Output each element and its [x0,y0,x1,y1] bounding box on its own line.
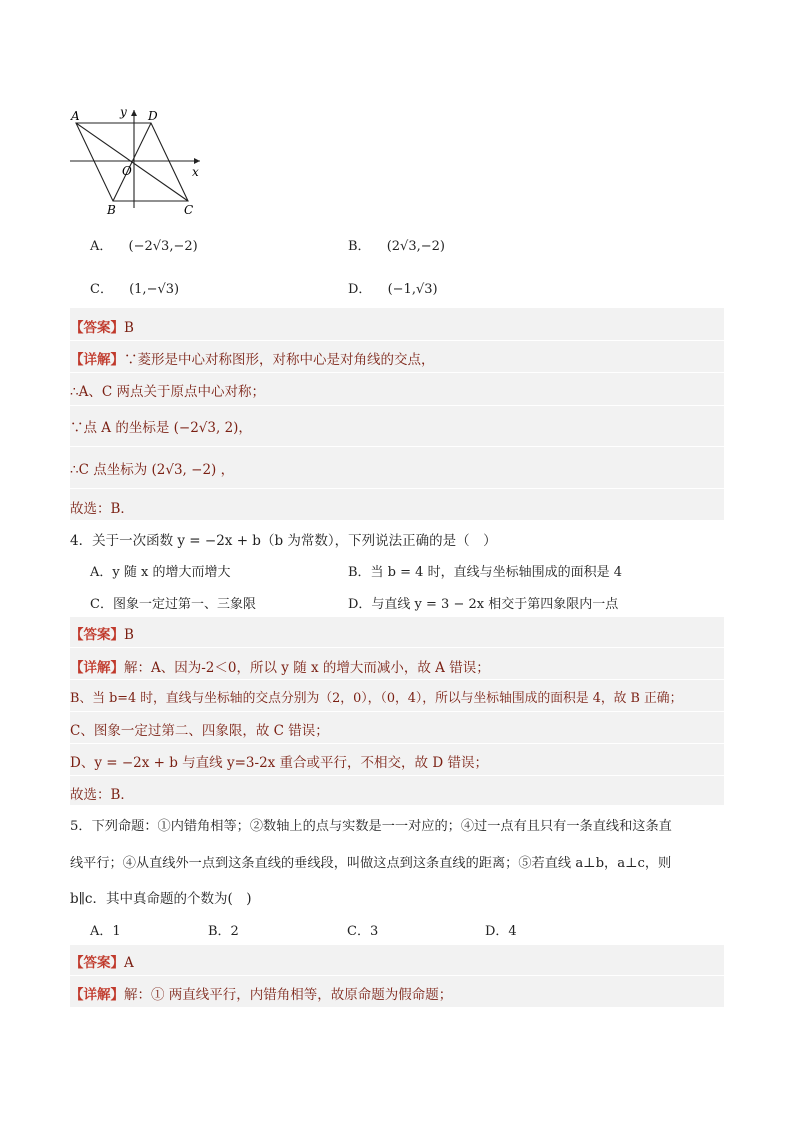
q4-detail-line-4: D、y = −2x + b 与直线 y=3-2x 重合或平行，不相交，故 D 错误； [70,755,488,771]
q3-option-d [348,278,438,297]
label-x: x [192,165,199,179]
separator [70,679,724,680]
q3-option-a-value: (−2√3,−2) [128,239,198,254]
q3-detail-line-5: 故选：B． [70,501,134,517]
q4-detail-tag: 【详解】 [70,660,124,676]
q4-option-c: C．图象一定过第一、三象限 [90,597,256,612]
q4-stem: 4．关于一次函数 y = −2x + b（b 为常数），下列说法正确的是（ ） [70,533,497,549]
label-y: y [120,105,127,119]
q3-option-a-letter: A． [90,239,113,254]
label-b: B [107,203,116,216]
separator [70,647,724,648]
separator [70,340,724,341]
q4-detail-line-2: B、当 b=4 时，直线与坐标轴的交点分别为（2，0），（0，4），所以与坐标轴围成的面积是 4，故 B 正确； [70,691,683,706]
q3-option-c-value: (1,−√3) [129,282,180,297]
label-a: A [71,109,80,123]
label-c: C [184,203,194,216]
separator [70,711,724,712]
q3-answer-value: B [124,320,134,336]
q5-answer-line [70,951,134,971]
q5-answer-value: A [124,955,134,971]
q5-option-c: C．3 [347,924,379,939]
q4-answer-block [70,617,724,805]
q3-option-a [90,235,198,254]
q5-stem-line-3: b∥c．其中真命题的个数为( ) [70,891,252,907]
q3-detail-tag: 【详解】 [70,352,124,368]
q3-answer-tag: 【答案】 [70,320,124,336]
q3-option-b [348,235,445,254]
label-o: O [122,164,132,178]
q4-answer-line [70,623,134,643]
label-d: D [148,109,158,123]
separator [70,405,724,406]
separator [70,446,724,447]
x-axis-arrow [194,158,200,164]
q4-answer-tag: 【答案】 [70,627,124,643]
q4-detail-text-1: 解：A、因为-2＜0，所以 y 随 x 的增大而减小，故 A 错误； [124,660,490,676]
separator [70,372,724,373]
q5-answer-tag: 【答案】 [70,955,124,971]
q3-detail-line-3: ∵点 A 的坐标是 (−2√3, 2)， [70,420,252,436]
q3-option-d-letter: D． [348,282,372,297]
q5-answer-block [70,945,724,1007]
y-axis-arrow [131,110,137,116]
q3-detail-line-4: ∴C 点坐标为 (2√3, −2) ， [70,462,235,478]
separator [70,488,724,489]
q4-answer-value: B [124,627,134,643]
q3-answer-block [70,308,724,520]
q5-detail-text-1: 解：① 两直线平行，内错角相等，故原命题为假命题； [124,987,453,1003]
q3-option-b-value: (2√3,−2) [386,239,445,254]
q4-detail-line-3: C、图象一定过第二、四象限，故 C 错误； [70,723,329,739]
q5-detail-line-1 [70,983,452,1003]
separator [70,743,724,744]
q3-detail-line-1 [70,348,435,368]
rhombus-figure [66,104,206,216]
q5-detail-tag: 【详解】 [70,987,124,1003]
q4-detail-line-5: 故选：B． [70,787,134,803]
separator [70,975,724,976]
q3-option-b-letter: B． [348,239,371,254]
separator [70,775,724,776]
q3-option-c-letter: C． [90,282,113,297]
q3-detail-text-1: ∵菱形是中心对称图形，对称中心是对角线的交点， [124,352,435,368]
q3-detail-line-2: ∴A、C 两点关于原点中心对称； [70,384,265,400]
q3-option-c [90,278,179,297]
q3-option-d-value: (−1,√3) [387,282,438,297]
q5-option-d: D．4 [485,924,517,939]
q5-option-b: B．2 [208,924,239,939]
q4-option-d: D．与直线 y = 3 − 2x 相交于第四象限内一点 [348,597,619,612]
q4-detail-line-1 [70,656,490,676]
q4-option-b: B．当 b = 4 时，直线与坐标轴围成的面积是 4 [348,565,622,580]
q4-option-a: A．y 随 x 的增大而增大 [90,565,231,580]
diagonal-bd [113,123,151,201]
q5-option-a: A．1 [90,924,121,939]
q5-stem-line-2: 线平行；④从直线外一点到这条直线的垂线段，叫做这点到这条直线的距离；⑤若直线 a⊥b，a⊥c，则 [70,856,672,871]
q3-answer-line [70,316,134,336]
q5-stem-line-1: 5．下列命题：①内错角相等；②数轴上的点与实数是一一对应的；④过一点有且只有一条直线和这条直 [70,819,672,834]
